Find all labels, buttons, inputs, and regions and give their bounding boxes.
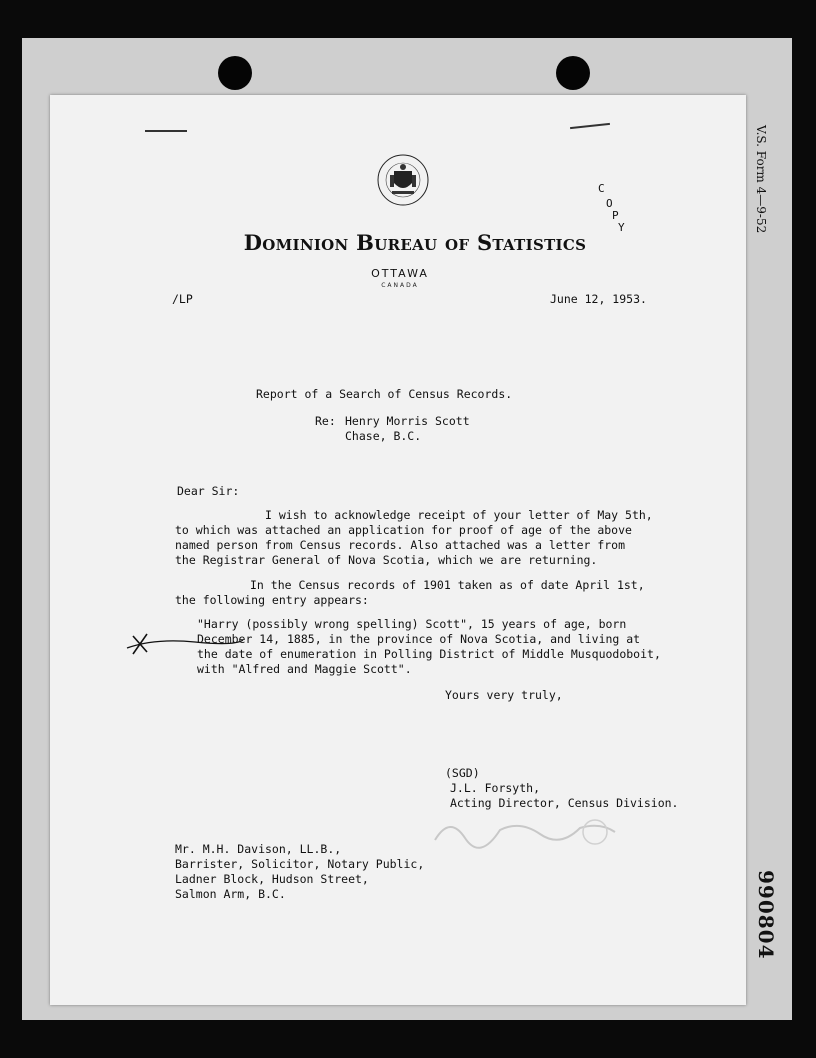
recipient-line: Salmon Arm, B.C. <box>175 887 286 901</box>
body-line: I wish to acknowledge receipt of your letter of May 5th, <box>265 508 653 522</box>
re-label: Re: <box>315 414 336 428</box>
punch-hole-right <box>556 56 590 90</box>
letterhead-title: Dominion Bureau of Statistics <box>243 230 587 255</box>
copy-mark-o: O <box>606 197 613 210</box>
coat-of-arms-seal <box>376 153 430 207</box>
letter-date: June 12, 1953. <box>550 292 647 306</box>
scratch-mark <box>570 123 610 129</box>
reference-initials: /LP <box>172 292 193 306</box>
letterhead-country: CANADA <box>381 282 419 289</box>
form-number: V.S. Form 4—9-52 <box>754 125 768 234</box>
signatory-name: J.L. Forsyth, <box>450 781 541 795</box>
letterhead-city: OTTAWA <box>371 267 429 280</box>
letter-page <box>50 95 746 1005</box>
copy-mark-y: Y <box>618 221 625 234</box>
quote-line: with "Alfred and Maggie Scott". <box>197 662 412 676</box>
scratch-mark <box>145 130 187 132</box>
body-line: In the Census records of 1901 taken as of date April 1st, <box>250 578 645 592</box>
signature-sgd: (SGD) <box>445 766 480 780</box>
quote-line: the date of enumeration in Polling District of Middle Musquodoboit, <box>197 647 661 661</box>
quote-line: December 14, 1885, in the province of Nova Scotia, and living at <box>197 632 641 646</box>
closing: Yours very truly, <box>445 688 563 702</box>
punch-hole-left <box>218 56 252 90</box>
body-line: to which was attached an application for proof of age of the above <box>175 523 632 537</box>
subject-line: Report of a Search of Census Records. <box>256 387 513 401</box>
stamp-number: 990804 <box>754 870 778 960</box>
faint-signature-bleed <box>430 810 620 850</box>
recipient-line: Barrister, Solicitor, Notary Public, <box>175 857 425 871</box>
recipient-line: Mr. M.H. Davison, LL.B., <box>175 842 342 856</box>
recipient-line: Ladner Block, Hudson Street, <box>175 872 369 886</box>
quote-line: "Harry (possibly wrong spelling) Scott", 15 years of age, born <box>197 617 627 631</box>
handwritten-cross-mark <box>125 630 245 658</box>
signatory-title: Acting Director, Census Division. <box>450 796 679 810</box>
body-line: the following entry appears: <box>175 593 369 607</box>
copy-mark-p: P <box>612 209 619 222</box>
body-line: named person from Census records. Also attached was a letter from <box>175 538 626 552</box>
copy-mark-c: C <box>598 182 605 195</box>
re-place: Chase, B.C. <box>345 429 422 443</box>
re-name: Henry Morris Scott <box>345 414 470 428</box>
salutation: Dear Sir: <box>177 484 240 498</box>
body-line: the Registrar General of Nova Scotia, which we are returning. <box>175 553 598 567</box>
